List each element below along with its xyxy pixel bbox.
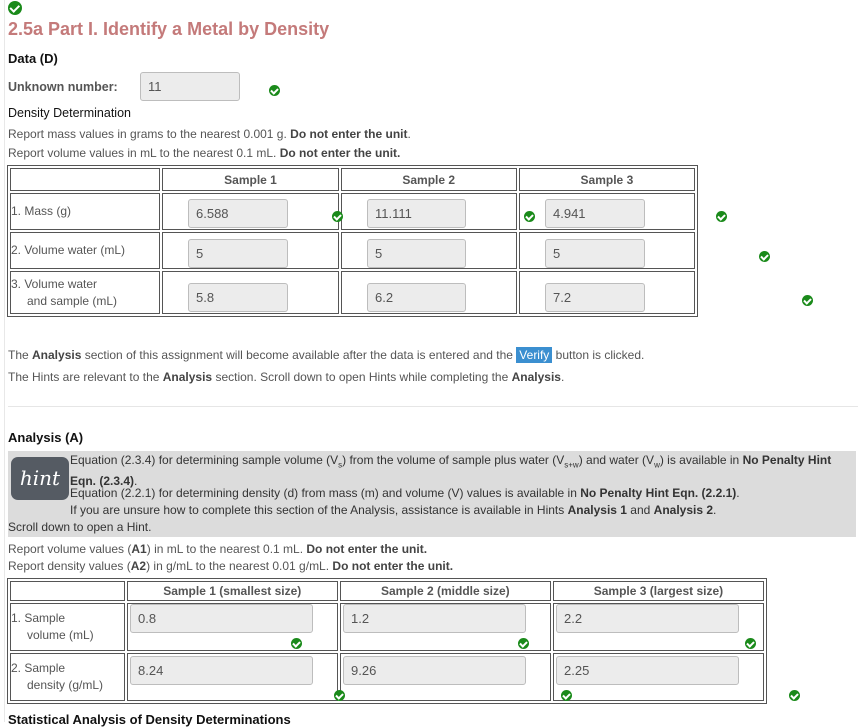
hints-relevance-note: The Hints are relevant to the Analysis section. Scroll down to open Hints while completing the Analysis. — [8, 370, 565, 384]
sample-density-3-check-icon — [789, 690, 800, 701]
mass-sample-1-input[interactable] — [188, 199, 288, 228]
analysis-col-sample-1: Sample 1 (smallest size) — [127, 581, 338, 601]
section-divider — [8, 406, 858, 407]
volume-report-note: Report volume values (A1) in mL to the nearest 0.1 mL. Do not enter the unit. — [8, 542, 428, 556]
mass-sample-1-check-icon — [332, 211, 343, 222]
density-heading: Density Determination — [8, 106, 131, 120]
mass-sample-3-input[interactable] — [545, 199, 645, 228]
row-label-volume-water-sample: 3. Volume water and sample (mL) — [10, 271, 160, 314]
statistical-analysis-heading: Statistical Analysis of Density Determinations — [8, 712, 291, 727]
sample-volume-3-input[interactable] — [556, 604, 739, 633]
left-rule — [4, 0, 5, 722]
data-col-sample-1: Sample 1 — [162, 168, 338, 191]
data-table-corner — [10, 168, 160, 191]
volume-ws-3-check-icon — [802, 295, 813, 306]
row-label-mass: 1. Mass (g) — [10, 193, 160, 230]
mass-sample-3-check-icon — [716, 211, 727, 222]
volume-water-3-check-icon — [759, 251, 770, 262]
analysis-col-sample-3: Sample 3 (largest size) — [553, 581, 764, 601]
scroll-hint-note: Scroll down to open a Hint. — [8, 520, 152, 534]
volume-note: Report volume values in mL to the nearest 0.1 mL. Do not enter the unit. — [8, 146, 401, 160]
sample-density-2-input[interactable] — [343, 656, 526, 685]
page-title: 2.5a Part I. Identify a Metal by Density — [8, 19, 330, 39]
analysis-col-sample-2: Sample 2 (middle size) — [340, 581, 551, 601]
density-report-note: Report density values (A2) in g/mL to the nearest 0.01 g/mL. Do not enter the unit. — [8, 559, 454, 573]
hint-box — [8, 451, 856, 537]
verify-chip: Verify — [516, 347, 552, 363]
unknown-number-input[interactable] — [140, 72, 240, 101]
analysis-table — [7, 578, 767, 704]
data-col-sample-3: Sample 3 — [519, 168, 695, 191]
row-label-sample-volume: 1. Sample volume (mL) — [10, 603, 125, 651]
volume-water-1-input[interactable] — [188, 239, 288, 268]
volume-ws-2-input[interactable] — [367, 283, 466, 312]
volume-water-3-input[interactable] — [545, 239, 645, 268]
hint-volume-text: Equation (2.3.4) for determining sample volume $(V_s)$ from the volume of sample plus water $(V_{s+w})$ and water $(V_w)$ is available in No Penalty Hint Eqn. (2.3.4). — [70, 453, 832, 489]
analysis-availability-note: The Analysis section of this assignment will become available after the data is entered and the Verify button is clicked. — [8, 348, 645, 362]
sample-density-1-input[interactable] — [130, 656, 313, 685]
hint-assistance-text: If you are unsure how to complete this section of the Analysis, assistance is available in Hints Analysis 1 and Analysis 2. — [70, 503, 717, 517]
mass-sample-2-input[interactable] — [367, 199, 466, 228]
unknown-number-check-icon — [269, 85, 280, 96]
sample-volume-1-input[interactable] — [130, 604, 313, 633]
volume-ws-3-input[interactable] — [545, 283, 645, 312]
volume-ws-1-input[interactable] — [188, 283, 288, 312]
sample-volume-2-input[interactable] — [343, 604, 526, 633]
row-label-volume-water: 2. Volume water (mL) — [10, 232, 160, 269]
analysis-heading: Analysis (A) — [8, 430, 84, 445]
data-heading: Data (D) — [8, 51, 58, 66]
mass-note: Report mass values in grams to the nearest 0.001 g. Do not enter the unit. — [8, 127, 411, 141]
volume-water-2-input[interactable] — [367, 239, 466, 268]
sample-density-3-input[interactable] — [556, 656, 739, 685]
unknown-number-label: Unknown number: — [8, 80, 118, 94]
data-col-sample-2: Sample 2 — [341, 168, 517, 191]
section-complete-icon — [8, 1, 22, 15]
hint-logo-icon[interactable]: hint — [11, 457, 69, 500]
analysis-table-corner — [10, 581, 125, 601]
row-label-sample-density: 2. Sample density (g/mL) — [10, 653, 125, 701]
hint-density-text: Equation (2.2.1) for determining density (d) from mass (m) and volume (V) values is available in No Penalty Hint Eqn. (2.2.1). — [70, 486, 740, 500]
